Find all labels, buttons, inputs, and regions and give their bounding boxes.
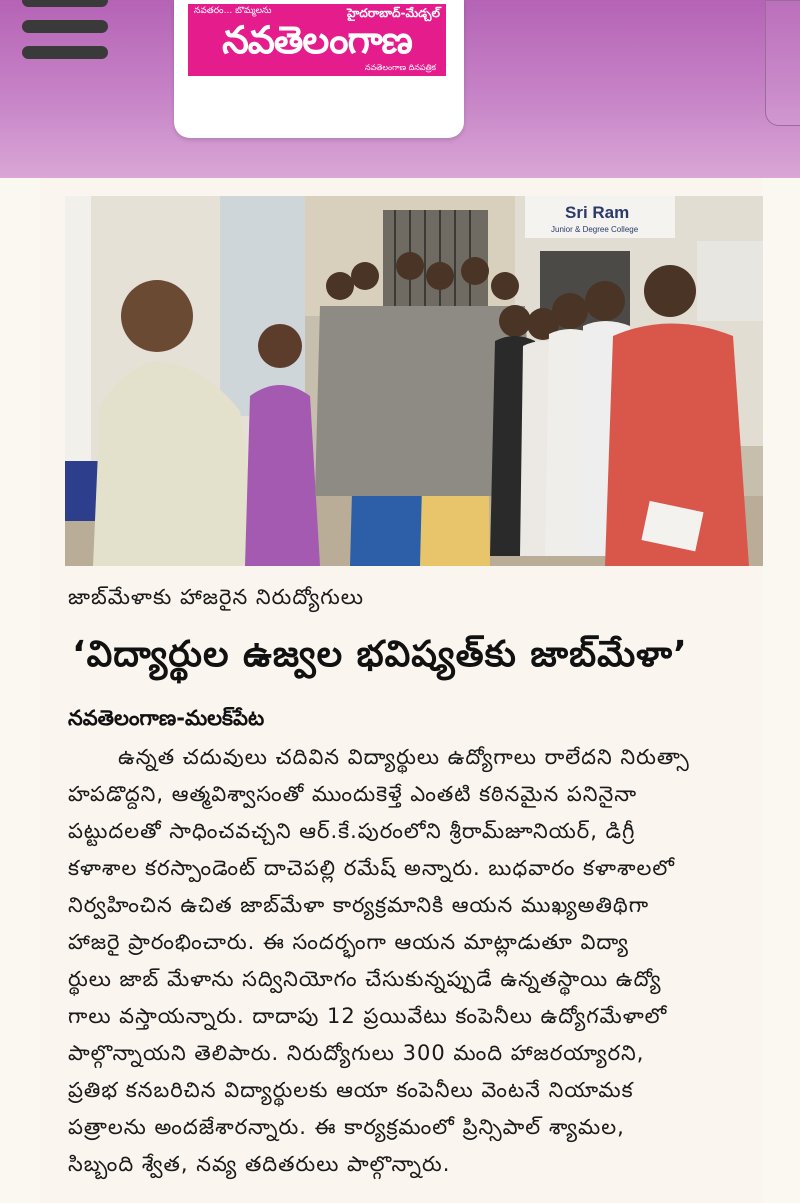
body-line: హపడొద్దని, ఆత్మవిశ్వాసంతో ముందుకెళ్తే ఎంతటి కఠినమైన పనినైనా xyxy=(68,782,638,806)
side-tab[interactable] xyxy=(765,0,800,126)
article-headline: ‘విద్యార్థుల ఉజ్వల భవిష్యత్‌కు జాబ్‌మేళా’ xyxy=(72,634,688,675)
logo-small-text: నవతరం... బొమ్మలను xyxy=(194,6,272,16)
sign-subtitle: Junior & Degree College xyxy=(551,225,639,234)
body-line: పాల్గొన్నాయని తెలిపారు. నిరుద్యోగులు 300 మంది హాజరయ్యారని, xyxy=(68,1041,645,1065)
body-line: హాజరై ప్రారంభించారు. ఈ సందర్భంగా ఆయన మాట్లాడుతూ విద్యా xyxy=(68,930,629,954)
hamburger-menu-icon[interactable] xyxy=(22,0,108,70)
edition-label: హైదరాబాద్-మేడ్చల్ xyxy=(347,6,440,20)
article-photo xyxy=(65,196,763,566)
body-line: సిబ్బంది శ్వేత, నవ్య తదితరులు పాల్గొన్నారు. xyxy=(68,1152,451,1176)
logo-card[interactable] xyxy=(174,0,464,138)
photo-caption: జాబ్‌మేళాకు హాజరైన నిరుద్యోగులు xyxy=(68,585,364,609)
body-line: ర్థులు జాబ్‌ మేళాను సద్వినియోగం చేసుకున్నప్పుడే ఉన్నతస్థాయి ఉద్యో xyxy=(68,967,662,991)
body-line: కళాశాల కరస్పాండెంట్‌ దాచెపల్లి రమేష్‌ అన్నారు. బుధవారం కళాశాలలో xyxy=(68,856,675,880)
body-line: పత్రాలను అందజేశారన్నారు. ఈ కార్యక్రమంలో ప్రిన్సిపాల్‌ శ్యామల, xyxy=(68,1115,625,1139)
logo-tagline: నవతెలంగాణ దినపత్రిక xyxy=(364,63,436,72)
body-line: పట్టుదలతో సాధించవచ్చని ఆర్‌.కే.పురంలోని శ్రీరామ్‌జూనియర్‌, డిగ్రీ xyxy=(68,819,636,843)
article-byline: నవతెలంగాణ-మలక్‌పేట xyxy=(68,706,265,730)
body-line: నిర్వహించిన ఉచిత జాబ్‌మేళా కార్యక్రమానికి ఆయన ముఖ్యఅతిథిగా xyxy=(68,893,650,917)
newspaper-logo xyxy=(188,4,446,76)
body-line: ఉన్నత చదువులు చదివిన విద్యార్థులు ఉద్యోగాలు రాలేదని నిరుత్సా xyxy=(118,745,690,769)
sign-name: Sri Ram xyxy=(565,203,630,222)
body-line: ప్రతిభ కనబరిచిన విద్యార్థులకు ఆయా కంపెనీలు వెంటనే నియామక xyxy=(68,1078,634,1102)
logo-name: నవతెలంగాణ xyxy=(222,18,412,62)
body-line: గాలు వస్తాయన్నారు. దాదాపు 12 ప్రయివేటు కంపెనీలు ఉద్యోగమేళాలో xyxy=(68,1004,668,1028)
